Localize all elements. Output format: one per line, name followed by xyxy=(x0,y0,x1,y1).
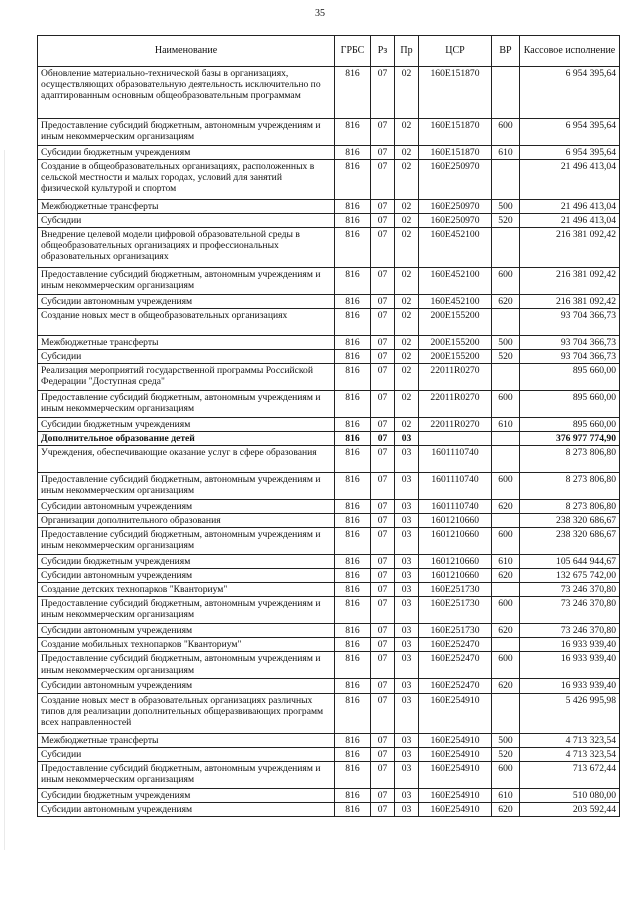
cell-amount: 895 660,00 xyxy=(520,391,620,418)
cell-pr: 03 xyxy=(395,583,419,597)
cell-pr: 02 xyxy=(395,336,419,350)
table-body xyxy=(38,67,620,817)
cell-name: Субсидии автономным учреждениям xyxy=(38,802,335,816)
cell-grbs: 816 xyxy=(335,652,371,679)
cell-csr: 1601210660 xyxy=(419,555,492,569)
cell-grbs: 816 xyxy=(335,500,371,514)
cell-vr: 620 xyxy=(492,295,520,309)
table-row xyxy=(38,473,620,500)
cell-vr: 520 xyxy=(492,214,520,228)
cell-pr: 03 xyxy=(395,555,419,569)
cell-csr: 160E452100 xyxy=(419,228,492,268)
cell-amount: 73 246 370,80 xyxy=(520,624,620,638)
cell-grbs: 816 xyxy=(335,295,371,309)
cell-pr: 03 xyxy=(395,693,419,733)
cell-grbs: 816 xyxy=(335,364,371,391)
cell-pr: 02 xyxy=(395,146,419,160)
cell-name: Субсидии xyxy=(38,350,335,364)
cell-amount: 21 496 413,04 xyxy=(520,214,620,228)
header-csr: ЦСР xyxy=(419,36,492,67)
cell-vr: 520 xyxy=(492,350,520,364)
cell-grbs: 816 xyxy=(335,555,371,569)
cell-name: Создание новых мест в общеобразовательных организациях xyxy=(38,309,335,336)
cell-amount: 16 933 939,40 xyxy=(520,638,620,652)
cell-rz: 07 xyxy=(371,802,395,816)
table-row xyxy=(38,583,620,597)
cell-name: Субсидии автономным учреждениям xyxy=(38,624,335,638)
cell-grbs: 816 xyxy=(335,802,371,816)
cell-grbs: 816 xyxy=(335,583,371,597)
cell-pr: 02 xyxy=(395,309,419,336)
cell-grbs: 816 xyxy=(335,761,371,788)
cell-csr: 160E250970 xyxy=(419,214,492,228)
cell-amount: 238 320 686,67 xyxy=(520,514,620,528)
cell-rz: 07 xyxy=(371,514,395,528)
cell-name: Организации дополнительного образования xyxy=(38,514,335,528)
cell-rz: 07 xyxy=(371,652,395,679)
cell-pr: 02 xyxy=(395,350,419,364)
cell-rz: 07 xyxy=(371,624,395,638)
cell-amount: 132 675 742,00 xyxy=(520,569,620,583)
cell-rz: 07 xyxy=(371,446,395,473)
table-row xyxy=(38,514,620,528)
cell-name: Субсидии автономным учреждениям xyxy=(38,569,335,583)
cell-rz: 07 xyxy=(371,733,395,747)
cell-name: Учреждения, обеспечивающие оказание услуг в сфере образования xyxy=(38,446,335,473)
table-row xyxy=(38,432,620,446)
cell-pr: 02 xyxy=(395,364,419,391)
cell-grbs: 816 xyxy=(335,638,371,652)
cell-rz: 07 xyxy=(371,747,395,761)
cell-vr xyxy=(492,514,520,528)
cell-csr: 200E155200 xyxy=(419,336,492,350)
cell-amount: 16 933 939,40 xyxy=(520,679,620,693)
cell-pr: 03 xyxy=(395,500,419,514)
table-row xyxy=(38,418,620,432)
page-number: 35 xyxy=(315,8,325,19)
cell-amount: 216 381 092,42 xyxy=(520,295,620,309)
cell-grbs: 816 xyxy=(335,228,371,268)
header-grbs: ГРБС xyxy=(335,36,371,67)
cell-csr xyxy=(419,432,492,446)
table-row xyxy=(38,160,620,200)
cell-csr: 160E250970 xyxy=(419,200,492,214)
cell-amount: 6 954 395,64 xyxy=(520,119,620,146)
cell-csr: 160E254910 xyxy=(419,733,492,747)
cell-rz: 07 xyxy=(371,788,395,802)
cell-amount: 713 672,44 xyxy=(520,761,620,788)
cell-csr: 1601110740 xyxy=(419,473,492,500)
table-row xyxy=(38,119,620,146)
cell-vr: 610 xyxy=(492,418,520,432)
cell-pr: 02 xyxy=(395,67,419,119)
cell-grbs: 816 xyxy=(335,268,371,295)
cell-rz: 07 xyxy=(371,569,395,583)
cell-pr: 03 xyxy=(395,652,419,679)
cell-vr: 600 xyxy=(492,597,520,624)
cell-csr: 200E155200 xyxy=(419,350,492,364)
cell-name: Создание новых мест в образовательных организациях различных типов для реализации дополнительных общеразвивающих программ всех направленностей xyxy=(38,693,335,733)
cell-grbs: 816 xyxy=(335,350,371,364)
cell-vr: 620 xyxy=(492,500,520,514)
cell-grbs: 816 xyxy=(335,473,371,500)
cell-pr: 03 xyxy=(395,597,419,624)
cell-vr: 600 xyxy=(492,528,520,555)
table-row xyxy=(38,788,620,802)
table-row xyxy=(38,638,620,652)
table-row xyxy=(38,624,620,638)
cell-amount: 238 320 686,67 xyxy=(520,528,620,555)
cell-csr: 160E252470 xyxy=(419,652,492,679)
cell-name: Субсидии бюджетным учреждениям xyxy=(38,788,335,802)
cell-csr: 160E452100 xyxy=(419,268,492,295)
cell-rz: 07 xyxy=(371,473,395,500)
cell-vr xyxy=(492,160,520,200)
cell-vr xyxy=(492,638,520,652)
cell-amount: 73 246 370,80 xyxy=(520,583,620,597)
cell-csr: 160E254910 xyxy=(419,802,492,816)
table-row xyxy=(38,802,620,816)
table-row xyxy=(38,268,620,295)
cell-amount: 73 246 370,80 xyxy=(520,597,620,624)
header-vr: ВР xyxy=(492,36,520,67)
cell-grbs: 816 xyxy=(335,733,371,747)
table-row xyxy=(38,652,620,679)
table-row xyxy=(38,309,620,336)
cell-amount: 8 273 806,80 xyxy=(520,473,620,500)
cell-name: Субсидии автономным учреждениям xyxy=(38,500,335,514)
cell-vr: 610 xyxy=(492,146,520,160)
cell-pr: 02 xyxy=(395,295,419,309)
cell-name: Субсидии xyxy=(38,214,335,228)
cell-csr: 160E252470 xyxy=(419,679,492,693)
cell-name: Реализация мероприятий государственной программы Российской Федерации "Доступная среда" xyxy=(38,364,335,391)
cell-vr: 600 xyxy=(492,473,520,500)
cell-grbs: 816 xyxy=(335,514,371,528)
cell-name: Предоставление субсидий бюджетным, автономным учреждениям и иным некоммерческим организациям xyxy=(38,473,335,500)
cell-csr: 22011R0270 xyxy=(419,418,492,432)
cell-pr: 02 xyxy=(395,214,419,228)
table-row xyxy=(38,295,620,309)
cell-pr: 02 xyxy=(395,119,419,146)
cell-grbs: 816 xyxy=(335,747,371,761)
cell-amount: 21 496 413,04 xyxy=(520,160,620,200)
cell-grbs: 816 xyxy=(335,679,371,693)
cell-csr: 160E251730 xyxy=(419,597,492,624)
table-header-row xyxy=(38,36,620,67)
cell-rz: 07 xyxy=(371,364,395,391)
cell-name: Субсидии автономным учреждениям xyxy=(38,679,335,693)
cell-vr: 600 xyxy=(492,391,520,418)
cell-vr xyxy=(492,693,520,733)
cell-amount: 895 660,00 xyxy=(520,418,620,432)
cell-rz: 07 xyxy=(371,160,395,200)
cell-pr: 02 xyxy=(395,268,419,295)
cell-pr: 03 xyxy=(395,733,419,747)
cell-grbs: 816 xyxy=(335,119,371,146)
cell-amount: 5 426 995,98 xyxy=(520,693,620,733)
table-row xyxy=(38,336,620,350)
cell-name: Субсидии бюджетным учреждениям xyxy=(38,555,335,569)
table-row xyxy=(38,733,620,747)
cell-csr: 1601210660 xyxy=(419,569,492,583)
cell-grbs: 816 xyxy=(335,418,371,432)
cell-rz: 07 xyxy=(371,500,395,514)
cell-csr: 160E151870 xyxy=(419,67,492,119)
cell-csr: 160E252470 xyxy=(419,638,492,652)
cell-amount: 203 592,44 xyxy=(520,802,620,816)
cell-grbs: 816 xyxy=(335,569,371,583)
cell-vr: 520 xyxy=(492,747,520,761)
cell-amount: 93 704 366,73 xyxy=(520,309,620,336)
header-rz: Рз xyxy=(371,36,395,67)
cell-vr xyxy=(492,432,520,446)
cell-rz: 07 xyxy=(371,761,395,788)
cell-amount: 6 954 395,64 xyxy=(520,146,620,160)
table-row xyxy=(38,555,620,569)
cell-grbs: 816 xyxy=(335,432,371,446)
cell-vr: 500 xyxy=(492,200,520,214)
cell-csr: 160E151870 xyxy=(419,146,492,160)
cell-csr: 160E254910 xyxy=(419,788,492,802)
cell-vr: 600 xyxy=(492,119,520,146)
cell-pr: 03 xyxy=(395,747,419,761)
cell-grbs: 816 xyxy=(335,693,371,733)
cell-csr: 160E254910 xyxy=(419,761,492,788)
cell-csr: 160E250970 xyxy=(419,160,492,200)
cell-pr: 03 xyxy=(395,514,419,528)
table-row xyxy=(38,500,620,514)
table-row xyxy=(38,597,620,624)
cell-csr: 160E254910 xyxy=(419,747,492,761)
cell-vr: 620 xyxy=(492,679,520,693)
table-row xyxy=(38,747,620,761)
cell-vr xyxy=(492,67,520,119)
cell-rz: 07 xyxy=(371,432,395,446)
cell-amount: 8 273 806,80 xyxy=(520,446,620,473)
table-row xyxy=(38,200,620,214)
cell-csr: 160E452100 xyxy=(419,295,492,309)
cell-grbs: 816 xyxy=(335,336,371,350)
cell-rz: 07 xyxy=(371,418,395,432)
cell-csr: 22011R0270 xyxy=(419,391,492,418)
cell-rz: 07 xyxy=(371,583,395,597)
header-amount: Кассовое исполнение xyxy=(520,36,620,67)
cell-csr: 160E251730 xyxy=(419,624,492,638)
cell-name: Предоставление субсидий бюджетным, автономным учреждениям и иным некоммерческим организациям xyxy=(38,119,335,146)
header-pr: Пр xyxy=(395,36,419,67)
cell-name: Внедрение целевой модели цифровой образовательной среды в общеобразовательных организациях и профессиональных образовательных организациях xyxy=(38,228,335,268)
cell-csr: 160E251730 xyxy=(419,583,492,597)
cell-rz: 07 xyxy=(371,295,395,309)
table-row xyxy=(38,569,620,583)
scan-edge-mark xyxy=(4,150,5,850)
cell-csr: 200E155200 xyxy=(419,309,492,336)
cell-amount: 6 954 395,64 xyxy=(520,67,620,119)
cell-amount: 216 381 092,42 xyxy=(520,228,620,268)
table-row xyxy=(38,146,620,160)
cell-grbs: 816 xyxy=(335,597,371,624)
cell-rz: 07 xyxy=(371,119,395,146)
cell-name: Предоставление субсидий бюджетным, автономным учреждениям и иным некоммерческим организациям xyxy=(38,652,335,679)
cell-grbs: 816 xyxy=(335,67,371,119)
cell-rz: 07 xyxy=(371,268,395,295)
cell-name: Создание мобильных технопарков "Кванториум" xyxy=(38,638,335,652)
cell-pr: 03 xyxy=(395,446,419,473)
cell-amount: 510 080,00 xyxy=(520,788,620,802)
cell-csr: 1601110740 xyxy=(419,500,492,514)
table-row xyxy=(38,228,620,268)
cell-vr xyxy=(492,583,520,597)
cell-name: Предоставление субсидий бюджетным, автономным учреждениям и иным некоммерческим организациям xyxy=(38,597,335,624)
table-row xyxy=(38,391,620,418)
cell-name: Предоставление субсидий бюджетным, автономным учреждениям и иным некоммерческим организациям xyxy=(38,268,335,295)
cell-grbs: 816 xyxy=(335,160,371,200)
cell-pr: 03 xyxy=(395,528,419,555)
cell-amount: 21 496 413,04 xyxy=(520,200,620,214)
cell-grbs: 816 xyxy=(335,309,371,336)
cell-csr: 22011R0270 xyxy=(419,364,492,391)
cell-grbs: 816 xyxy=(335,788,371,802)
cell-name: Дополнительное образование детей xyxy=(38,432,335,446)
cell-rz: 07 xyxy=(371,146,395,160)
cell-amount: 4 713 323,54 xyxy=(520,747,620,761)
cell-rz: 07 xyxy=(371,638,395,652)
cell-csr: 160E151870 xyxy=(419,119,492,146)
cell-amount: 895 660,00 xyxy=(520,364,620,391)
cell-pr: 03 xyxy=(395,802,419,816)
cell-rz: 07 xyxy=(371,336,395,350)
cell-pr: 02 xyxy=(395,228,419,268)
cell-pr: 02 xyxy=(395,200,419,214)
table-row xyxy=(38,67,620,119)
cell-name: Субсидии бюджетным учреждениям xyxy=(38,146,335,160)
cell-rz: 07 xyxy=(371,693,395,733)
cell-pr: 03 xyxy=(395,473,419,500)
cell-pr: 02 xyxy=(395,391,419,418)
cell-rz: 07 xyxy=(371,309,395,336)
cell-csr: 1601210660 xyxy=(419,514,492,528)
cell-pr: 02 xyxy=(395,418,419,432)
cell-grbs: 816 xyxy=(335,200,371,214)
cell-vr xyxy=(492,228,520,268)
cell-vr xyxy=(492,446,520,473)
cell-grbs: 816 xyxy=(335,391,371,418)
table-row xyxy=(38,364,620,391)
cell-amount: 376 977 774,90 xyxy=(520,432,620,446)
cell-name: Межбюджетные трансферты xyxy=(38,200,335,214)
cell-rz: 07 xyxy=(371,228,395,268)
cell-csr: 1601110740 xyxy=(419,446,492,473)
cell-vr: 600 xyxy=(492,652,520,679)
cell-name: Предоставление субсидий бюджетным, автономным учреждениям и иным некоммерческим организациям xyxy=(38,391,335,418)
cell-amount: 105 644 944,67 xyxy=(520,555,620,569)
table-row xyxy=(38,350,620,364)
cell-name: Создание детских технопарков "Кванториум" xyxy=(38,583,335,597)
cell-grbs: 816 xyxy=(335,624,371,638)
cell-rz: 07 xyxy=(371,214,395,228)
cell-rz: 07 xyxy=(371,200,395,214)
cell-rz: 07 xyxy=(371,528,395,555)
cell-name: Субсидии бюджетным учреждениям xyxy=(38,418,335,432)
cell-name: Межбюджетные трансферты xyxy=(38,733,335,747)
header-name: Наименование xyxy=(38,36,335,67)
table-row xyxy=(38,679,620,693)
cell-grbs: 816 xyxy=(335,528,371,555)
cell-vr: 500 xyxy=(492,733,520,747)
cell-amount: 16 933 939,40 xyxy=(520,652,620,679)
cell-pr: 03 xyxy=(395,788,419,802)
cell-name: Создание в общеобразовательных организациях, расположенных в сельской местности и малых городах, условий для занятий физической культурой и спортом xyxy=(38,160,335,200)
cell-amount: 4 713 323,54 xyxy=(520,733,620,747)
cell-name: Обновление материально-технической базы в организациях, осуществляющих образовательную деятельность исключительно по адаптированным основным общеобразовательным программам xyxy=(38,67,335,119)
cell-pr: 03 xyxy=(395,761,419,788)
cell-vr: 610 xyxy=(492,555,520,569)
cell-name: Субсидии xyxy=(38,747,335,761)
cell-rz: 07 xyxy=(371,350,395,364)
table-row xyxy=(38,761,620,788)
cell-grbs: 816 xyxy=(335,146,371,160)
cell-vr: 620 xyxy=(492,569,520,583)
cell-vr: 620 xyxy=(492,802,520,816)
cell-name: Субсидии автономным учреждениям xyxy=(38,295,335,309)
cell-amount: 8 273 806,80 xyxy=(520,500,620,514)
cell-name: Предоставление субсидий бюджетным, автономным учреждениям и иным некоммерческим организациям xyxy=(38,528,335,555)
cell-vr xyxy=(492,364,520,391)
table-row xyxy=(38,446,620,473)
cell-name: Предоставление субсидий бюджетным, автономным учреждениям и иным некоммерческим организациям xyxy=(38,761,335,788)
cell-amount: 216 381 092,42 xyxy=(520,268,620,295)
cell-vr: 600 xyxy=(492,268,520,295)
cell-pr: 02 xyxy=(395,160,419,200)
cell-rz: 07 xyxy=(371,597,395,624)
cell-pr: 03 xyxy=(395,638,419,652)
cell-rz: 07 xyxy=(371,679,395,693)
cell-vr: 500 xyxy=(492,336,520,350)
cell-grbs: 816 xyxy=(335,214,371,228)
cell-pr: 03 xyxy=(395,679,419,693)
cell-pr: 03 xyxy=(395,569,419,583)
cell-vr xyxy=(492,309,520,336)
cell-vr: 600 xyxy=(492,761,520,788)
cell-amount: 93 704 366,73 xyxy=(520,336,620,350)
cell-rz: 07 xyxy=(371,67,395,119)
cell-vr: 620 xyxy=(492,624,520,638)
table-row xyxy=(38,693,620,733)
budget-table xyxy=(37,35,620,817)
cell-rz: 07 xyxy=(371,555,395,569)
cell-vr: 610 xyxy=(492,788,520,802)
cell-csr: 160E254910 xyxy=(419,693,492,733)
cell-pr: 03 xyxy=(395,432,419,446)
cell-rz: 07 xyxy=(371,391,395,418)
cell-grbs: 816 xyxy=(335,446,371,473)
table-row xyxy=(38,214,620,228)
cell-csr: 1601210660 xyxy=(419,528,492,555)
cell-pr: 03 xyxy=(395,624,419,638)
table-row xyxy=(38,528,620,555)
cell-name: Межбюджетные трансферты xyxy=(38,336,335,350)
cell-amount: 93 704 366,73 xyxy=(520,350,620,364)
